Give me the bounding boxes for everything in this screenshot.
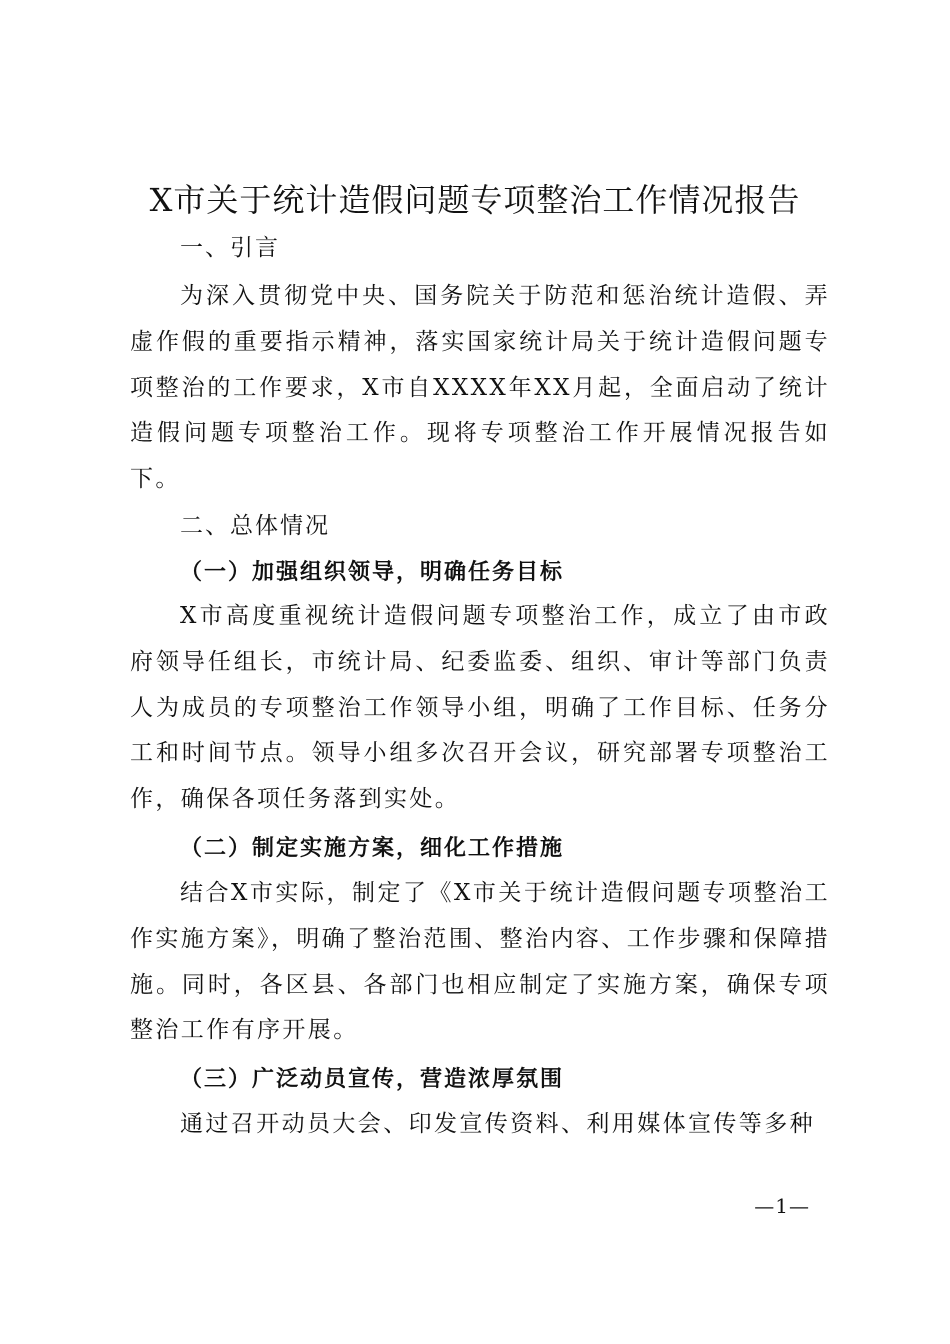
section-heading-introduction: 一、引言	[180, 235, 280, 261]
document-title: X市关于统计造假问题专项整治工作情况报告	[149, 181, 801, 219]
subsection-heading-3: （三）广泛动员宣传，营造浓厚氛围	[180, 1066, 565, 1092]
page-number: —1—	[754, 1194, 810, 1218]
subsection-paragraph-1: X市高度重视统计造假问题专项整治工作，成立了由市政府领导任组长，市统计局、纪委监委、组织、审计等部门负责人为成员的专项整治工作领导小组，明确了工作目标、任务分工和时间节点。领导小组多次召开会议，研究部署专项整治工作，确保各项任务落到实处。	[130, 603, 830, 813]
subsection-heading-2: （二）制定实施方案，细化工作措施	[180, 835, 565, 861]
subsection-paragraph-3: 通过召开动员大会、印发宣传资料、利用媒体宣传等多种	[180, 1111, 815, 1137]
subsection-paragraph-2: 结合X市实际，制定了《X市关于统计造假问题专项整治工作实施方案》，明确了整治范围、整治内容、工作步骤和保障措施。同时，各区县、各部门也相应制定了实施方案，确保专项整治工作有序开展。	[130, 880, 830, 1044]
section-heading-overall: 二、总体情况	[180, 513, 330, 539]
subsection-heading-1: （一）加强组织领导，明确任务目标	[180, 559, 565, 585]
introduction-paragraph: 为深入贯彻党中央、国务院关于防范和惩治统计造假、弄虚作假的重要指示精神，落实国家统计局关于统计造假问题专项整治的工作要求，X市自XXXX年XX月起，全面启动了统计造假问题专项整治工作。现将专项整治工作开展情况报告如下。	[130, 283, 830, 493]
